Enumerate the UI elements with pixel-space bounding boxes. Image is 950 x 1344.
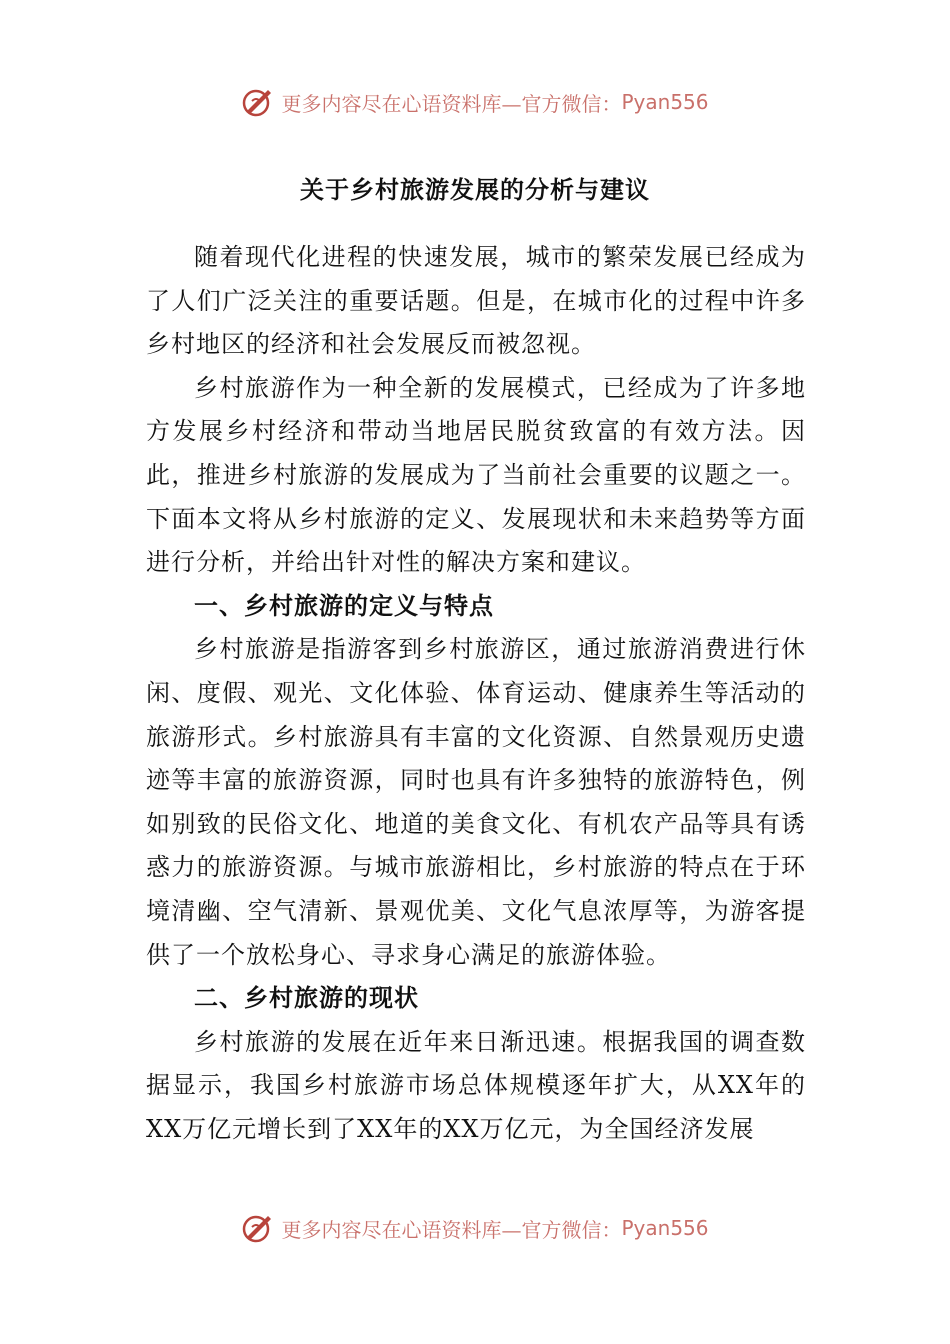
section-2-heading: 二、乡村旅游的现状 (194, 984, 419, 1013)
section-1-heading: 一、乡村旅游的定义与特点 (194, 591, 494, 620)
document-body (146, 236, 806, 1151)
banner-wechat-id: Pyan556 (621, 1216, 709, 1240)
pen-logo-icon (241, 85, 275, 119)
section-2-paragraph: 乡村旅游的发展在近年来日渐迅速。根据我国的调查数据显示，我国乡村旅游市场总体规模逐年扩大，从XX年的XX万亿元增长到了XX年的XX万亿元，为全国经济发展 (146, 1027, 806, 1143)
intro-paragraph-1: 随着现代化进程的快速发展，城市的繁荣发展已经成为了人们广泛关注的重要话题。但是，在城市化的过程中许多乡村地区的经济和社会发展反而被忽视。 (146, 243, 806, 359)
section-1-paragraph: 乡村旅游是指游客到乡村旅游区，通过旅游消费进行休闲、度假、观光、文化体验、体育运动、健康养生等活动的旅游形式。乡村旅游具有丰富的文化资源、自然景观历史遗迹等丰富的旅游资源，同时也具有许多独特的旅游特色，例如别致的民俗文化、地道的美食文化、有机农产品等具有诱惑力的旅游资源。与城市旅游相比，乡村旅游的特点在于环境清幽、空气清新、景观优美、文化气息浓厚等，为游客提供了一个放松身心、寻求身心满足的旅游体验。 (146, 635, 806, 969)
pen-logo-icon (241, 1211, 275, 1245)
footer-banner (0, 1208, 950, 1248)
banner-wechat-id: Pyan556 (621, 90, 709, 114)
banner-text: 更多内容尽在心语资料库—官方微信： (281, 1217, 622, 1242)
document-title: 关于乡村旅游发展的分析与建议 (300, 176, 650, 204)
banner-text: 更多内容尽在心语资料库—官方微信： (281, 91, 622, 116)
intro-paragraph-2: 乡村旅游作为一种全新的发展模式，已经成为了许多地方发展乡村经济和带动当地居民脱贫致富的有效方法。因此，推进乡村旅游的发展成为了当前社会重要的议题之一。下面本文将从乡村旅游的定义、发展现状和未来趋势等方面进行分析，并给出针对性的解决方案和建议。 (146, 373, 806, 577)
header-banner (0, 82, 950, 122)
